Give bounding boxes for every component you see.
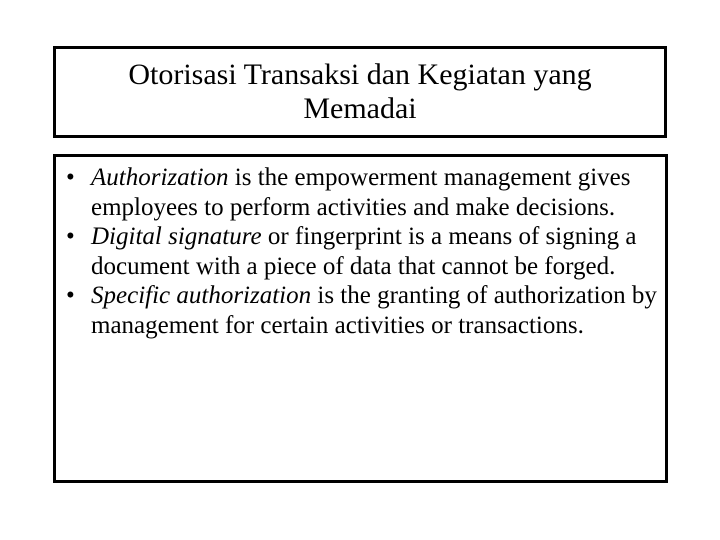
content-box: [53, 154, 668, 483]
bullet-list: [64, 163, 664, 340]
bullet-text: is the granting of authorization by management for certain activities or transactions.: [91, 282, 657, 339]
bullet-text: or fingerprint is a means of signing a document with a piece of data that cannot be forged.: [91, 223, 637, 280]
bullet-icon: •: [66, 282, 75, 309]
bullet-term: Specific authorization: [91, 282, 312, 309]
bullet-text: is the empowerment management gives employees to perform activities and make decisions.: [91, 164, 631, 221]
bullet-icon: •: [66, 223, 75, 250]
bullet-item: [64, 163, 664, 222]
bullet-item: [64, 281, 664, 340]
bullet-item: [64, 222, 664, 281]
bullet-term: Authorization: [91, 164, 229, 191]
slide-title: Otorisasi Transaksi dan Kegiatan yang Memadai: [128, 58, 592, 125]
bullet-icon: •: [66, 164, 75, 191]
bullet-term: Digital signature: [91, 223, 262, 250]
title-box: [53, 46, 667, 138]
